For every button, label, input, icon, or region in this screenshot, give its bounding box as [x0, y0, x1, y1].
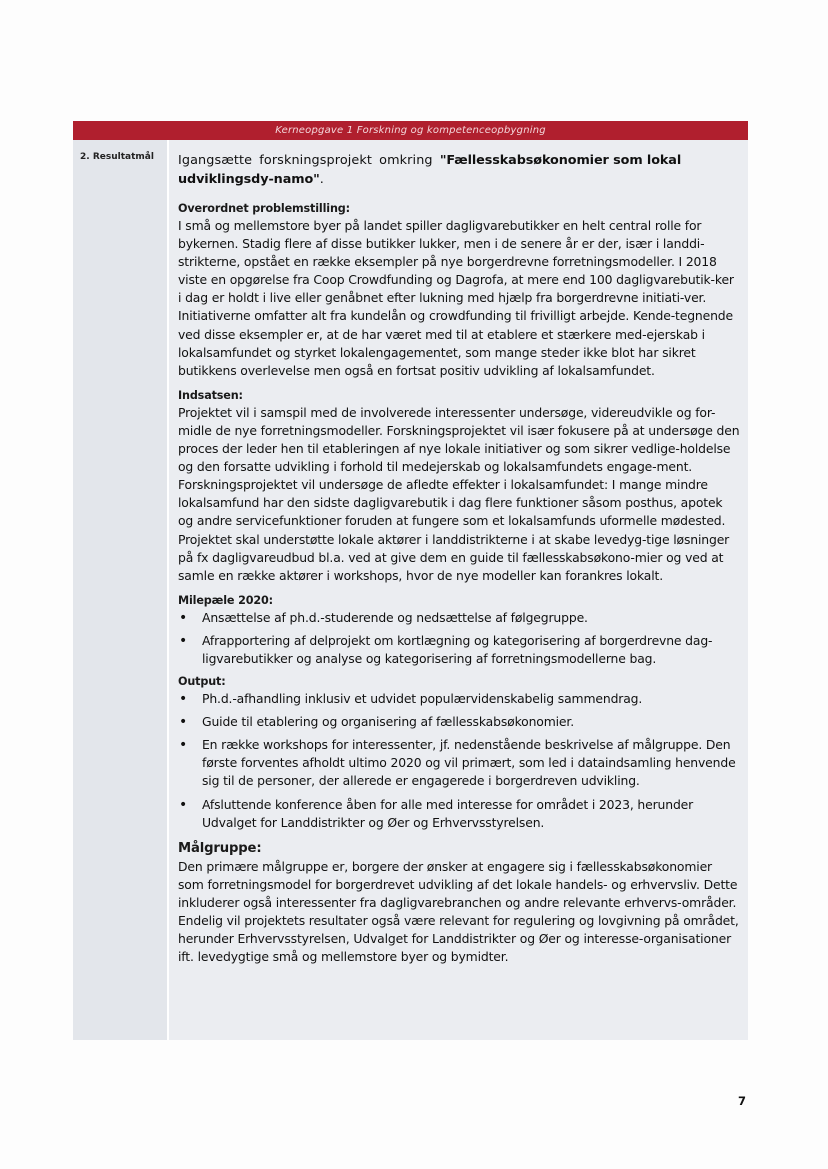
row-label: 2. Resultatmål [80, 152, 154, 162]
target-heading: Målgruppe: [178, 840, 262, 856]
list-item: • Ansættelse af ph.d.-studerende og nedsættelse af følgegruppe. [178, 609, 740, 627]
milestones-heading: Milepæle 2020: [178, 593, 273, 607]
indsats-heading: Indsatsen: [178, 388, 243, 402]
indsats-text: Projektet vil i samspil med de involverede interessenter undersøge, videreudvikle og for-midle de nye forretningsmodeller. Forskningsprojektet vil især fokusere på at undersøge den proces der leder hen til etableringen af nye lokale initiativer og som sikrer vedlige-holdelse og den forsatte udvikling i forhold til medejerskab og lokalsamfundets engage-ment. Forskningsprojektet vil undersøge de afledte effekter i lokalsamfundet: I mange mindre lokalsamfund har den sidste dagligvarebutik i dag flere funktioner såsom posthus, apotek og andre servicefunktioner foruden at fungere som et lokalsamfunds uformelle mødested. Projektet skal understøtte lokale aktører i landdistrikterne i at skabe levedyg-tige løsninger på fx dagligvareudbud bl.a. ved at give dem en guide til fællesskabsøkono-mier og ved at samle en række aktører i workshops, hvor de nye modeller kan forankres lokalt. [178, 404, 740, 583]
list-item: • Ph.d.-afhandling inklusiv et udvidet populærvidenskabelig sammendrag. [178, 690, 740, 708]
list-item: • Afsluttende konference åben for alle med interesse for området i 2023, herunder Udvalget for Landdistrikter og Øer og Erhvervsstyrelsen. [178, 796, 740, 832]
intro-lead: Igangsætte forskningsprojekt omkring [178, 153, 440, 168]
intro-text [178, 151, 740, 189]
page-number: 7 [738, 1094, 747, 1108]
target-text: Den primære målgruppe er, borgere der ønsker at engagere sig i fællesskabsøkonomier som forretningsmodel for borgerdrevet udvikling af det lokale handels- og erhvervsliv. Dette inkluderer også interessenter fra dagligvarebranchen og andre relevante erhvervs-områder. Endelig vil projektets resultater også være relevant for regulering og lovgivning på området, herunder Erhvervsstyrelsen, Udvalget for Landdistrikter og Øer og interesse-organisationer ift. levedygtige små og mellemstore byer og bymidter. [178, 858, 739, 965]
intro-end: . [319, 172, 324, 187]
milestones-list [178, 609, 740, 668]
row-label-cell [73, 140, 169, 1040]
intro-project-title: "Fællesskabsøkonomier som lokal udviklingsdy-namo" [178, 153, 682, 187]
result-table [73, 140, 748, 1040]
problem-text: I små og mellemstore byer på landet spiller dagligvarebutikker en helt central rolle for bykernen. Stadig flere af disse butikker lukker, men i de senere år er der, især i landdi-strikterne, opstået en række eksempler på nye borgerdrevne forretningsmodeller. I 2018 viste en opgørelse fra Coop Crowdfunding og Dagrofa, at mere end 100 dagligvarebutik-ker i dag er holdt i live eller genåbnet efter lukning med hjælp fra borgerdrevne initiati-ver. Initiativerne omfatter alt fra kundelån og crowdfunding til frivilligt arbejde. Kende-tegnende ved disse eksempler er, at de har været med til at etablere et stærkere med-ejerskab i lokalsamfundet og styrket lokalengagementet, som mange steder ikke blot har sikret butikkens overlevelse men også en fortsat positiv udvikling af lokalsamfundet. [178, 218, 734, 378]
list-item: • En række workshops for interessenter, jf. nedenstående beskrivelse af målgruppe. Den første forventes afholdt ultimo 2020 og vil primært, som led i dataindsamling henvende sig til de personer, der allerede er engagerede i borgerdreven udvikling. [178, 736, 740, 790]
row-content-cell [169, 140, 748, 1040]
output-list [178, 690, 740, 832]
output-heading: Output: [178, 675, 226, 689]
problem-heading: Overordnet problemstilling: [178, 202, 350, 215]
list-item: • Guide til etablering og organisering af fællesskabsøkonomier. [178, 713, 740, 731]
section-banner: Kerneopgave 1 Forskning og kompetenceopbygning [73, 121, 748, 140]
list-item: • Afrapportering af delprojekt om kortlægning og kategorisering af borgerdrevne dag-ligvarebutikker og analyse og kategorisering af forretningsmodellerne bag. [178, 632, 740, 668]
